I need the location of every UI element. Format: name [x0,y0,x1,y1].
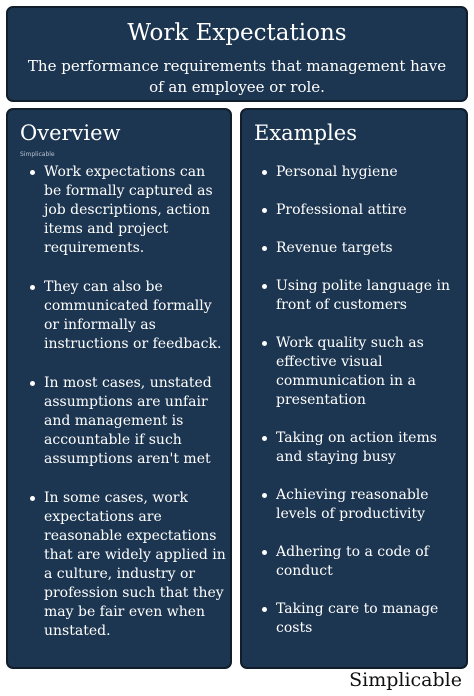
example-item: Work quality such as effective visual communication in a presentation [262,334,462,410]
overview-item: They can also be communicated formally or informally as instructions or feedback. [30,278,226,354]
examples-list [262,163,462,657]
overview-title: Overview [20,121,121,145]
examples-panel [240,108,468,669]
example-item: Adhering to a code of conduct [262,543,462,581]
header-panel [6,6,468,102]
overview-item: In most cases, unstated assumptions are unfair and management is accountable if such assumptions aren't met [30,374,226,469]
example-item: Using polite language in front of customers [262,277,462,315]
example-item: Personal hygiene [262,163,462,182]
overview-item: In some cases, work expectations are reasonable expectations that are widely applied in a culture, industry or profession such that they may be fair even when unstated. [30,489,226,641]
example-item: Professional attire [262,201,462,220]
example-item: Taking on action items and staying busy [262,429,462,467]
watermark: Simplicable [20,151,55,158]
examples-title: Examples [254,121,357,145]
overview-item: Work expectations can be formally captured as job descriptions, action items and project requirements. [30,163,226,258]
example-item: Taking care to manage costs [262,600,462,638]
overview-list [30,163,226,661]
overview-panel [6,108,232,669]
brand-logo-text: Simplicable [349,669,462,691]
page-title: Work Expectations [127,20,347,46]
example-item: Revenue targets [262,239,462,258]
page-subtitle: The performance requirements that management have of an employee or role. [27,57,447,96]
example-item: Achieving reasonable levels of productivity [262,486,462,524]
